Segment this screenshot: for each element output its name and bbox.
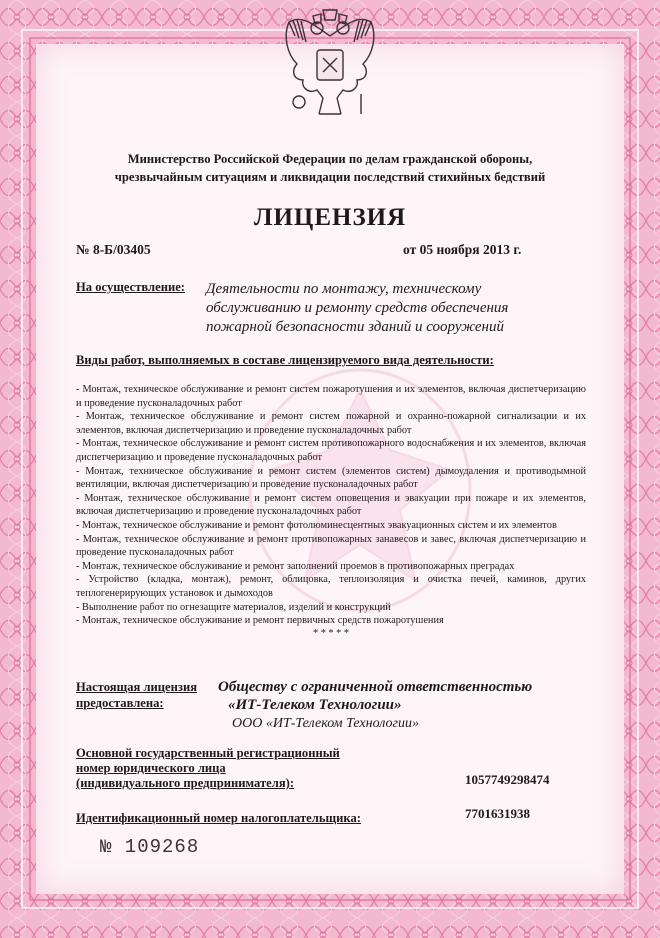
ministry-line-1: Министерство Российской Федерации по делам гражданской обороны, [127,152,533,166]
blank-serial-number: № 109268 [100,836,200,858]
licensee-name-2: «ИТ-Телеком Технологии» [228,697,402,713]
list-item: - Монтаж, техническое обслуживание и ремонт систем противопожарного водоснабжения и их элементов, включая диспетчеризацию и проведение пусконаладочных работ [76,438,586,463]
licensee-label-2: предоставлена: [76,696,164,710]
list-item: - Монтаж, техническое обслуживание и ремонт систем пожарной и охранно-пожарной сигнализации и их элементов, включая диспетчеризацию и проведение пусконаладочных работ [76,411,586,436]
list-item: - Монтаж, техническое обслуживание и ремонт противопожарных занавесов и завес, включая диспетчеризацию и проведение пусконаладочных работ [76,533,586,559]
license-date: от 05 ноября 2013 г. [403,242,522,257]
inn-label: Идентификационный номер налогоплательщика: [76,811,361,825]
separator: * * * * * [312,627,350,639]
licensee-name-1: Обществу с ограниченной ответственностью [218,679,533,695]
ogrn-label-1: Основной государственный регистрационный [76,746,340,760]
list-item: - Монтаж, техническое обслуживание и ремонт систем оповещения и эвакуации при пожаре и их элементов, включая диспетчеризацию и проведение пусконаладочных работ [76,492,586,518]
ogrn-label-3: (индивидуального предпринимателя): [76,776,295,790]
activity-line-1: Деятельности по монтажу, техническому [206,281,482,297]
list-item: - Устройство (кладка, монтаж), ремонт, облицовка, теплоизоляция и очистка печей, каминов, других теплогенерирующих установок и дымоходов [76,574,586,599]
list-item: - Монтаж, техническое обслуживание и ремонт заполнений проемов в противопожарных преградах [76,560,515,572]
list-item: - Монтаж, техническое обслуживание и ремонт первичных средств пожаротушения [76,615,444,627]
works-heading: Виды работ, выполняемых в составе лицензируемого вида деятельности: [76,353,494,367]
activity-label: На осуществление: [76,280,185,294]
ogrn-label-2: номер юридического лица [76,761,226,775]
ministry-line-2: чрезвычайным ситуациям и ликвидации последствий стихийных бедствий [114,170,546,184]
license-number: № 8-Б/03405 [76,242,151,257]
ogrn-value: 1057749298474 [465,772,550,787]
list-item: - Монтаж, техническое обслуживание и ремонт систем (элементов систем) дымоудаления и противодымной вентиляции, включая диспетчеризацию и проведение пусконаладочных работ [76,465,586,491]
works-list [76,383,586,640]
document-title: ЛИЦЕНЗИЯ [253,204,407,231]
list-item: - Монтаж, техническое обслуживание и ремонт фотолюминесцентных эвакуационных систем и их элементов [76,519,557,531]
coat-of-arms-icon [275,6,385,122]
licensee-short-name: ООО «ИТ-Телеком Технологии» [232,716,419,731]
activity-line-2: обслуживанию и ремонту средств обеспечения [206,300,509,316]
list-item: - Монтаж, техническое обслуживание и ремонт систем пожаротушения и их элементов, включая диспетчеризацию и проведение пусконаладочных работ [76,384,586,409]
list-item: - Выполнение работ по огнезащите материалов, изделий и конструкций [76,601,391,613]
inn-value: 7701631938 [465,806,530,821]
activity-line-3: пожарной безопасности зданий и сооружений [206,319,504,335]
licensee-label-1: Настоящая лицензия [76,680,198,694]
